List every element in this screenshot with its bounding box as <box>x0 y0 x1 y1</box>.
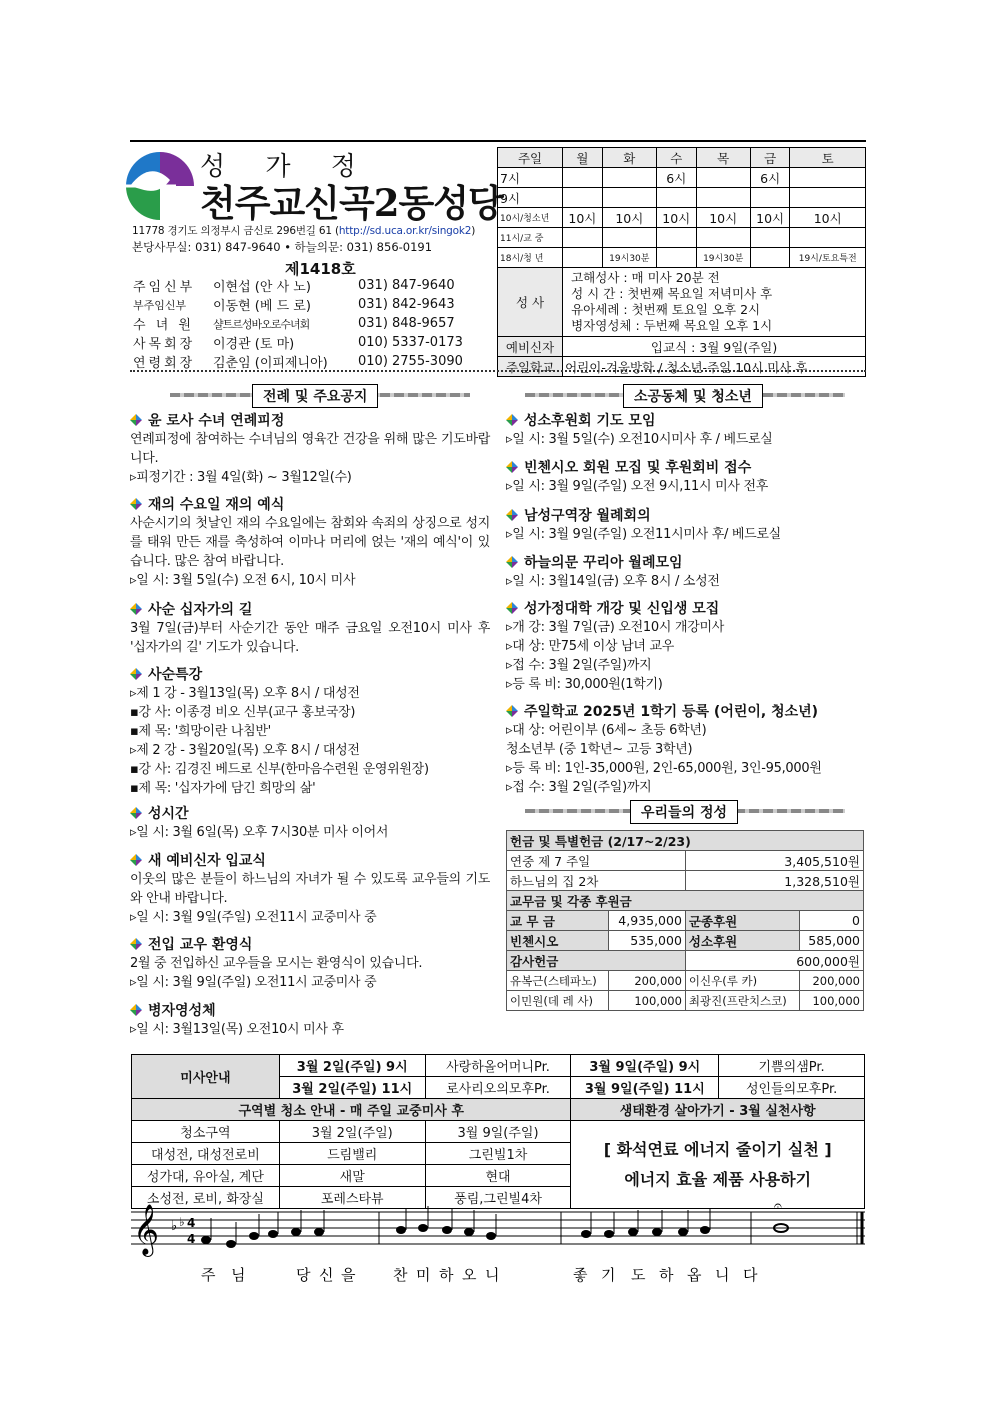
parish-name: 천주교신곡2동성당 <box>200 181 503 225</box>
notice-item <box>506 457 866 496</box>
notice-item <box>506 505 866 544</box>
notice-title: 빈첸시오 회원 모집 및 후원회비 접수 <box>524 460 752 476</box>
staff-table <box>133 276 493 371</box>
sacrament-row: 성 사 고해성사 : 매 미사 20분 전 성 시 간 : 첫번째 목요일 저녁미사 후 유아세례 : 첫번째 토요일 오후 2시 병자영성체 : 두번째 목요일 오후 1시 <box>498 268 866 337</box>
diamond-bullet-icon <box>506 556 518 568</box>
diamond-bullet-icon <box>506 705 518 717</box>
lyric-syllable: 다 <box>743 1266 758 1284</box>
svg-text:𝄞: 𝄞 <box>133 1204 160 1255</box>
staff-row: 사목회장 이경관 (토 마) 010) 5337-0173 <box>133 335 463 352</box>
catechumen-row: 예비신자 입교식 : 3월 9일(주일) <box>498 337 866 357</box>
music-note <box>249 1232 259 1240</box>
diamond-bullet-icon <box>130 498 142 510</box>
music-note <box>652 1228 662 1236</box>
notice-line: 사순시기의 첫날인 재의 수요일에는 참회와 속죄의 상징으로 성지를 태워 만든 재를 축성하여 이마나 머리에 얹는 '재의 예식'이 있습니다. 많은 참여 바랍니다. <box>130 516 490 569</box>
notice-line: ▹일 시: 3월13일(목) 오전10시 미사 후 <box>130 1022 344 1037</box>
notice-item <box>506 701 866 797</box>
parish-url[interactable]: http://sd.uca.or.kr/singok2 <box>338 225 472 237</box>
bottom-info-table: 미사안내 3월 2일(주일) 9시 사랑하올어머니Pr. 3월 9일(주일) 9시 기쁨의샘Pr. 3월 2일(주일) 11시 로사리오의모후Pr. 3월 9일(주일) 11시 성인들의모후Pr. 구역별 청소 안내 - 매 주일 교중미사 후 생태환경 살아가기 - 3월 실천사항 청소구역 3월 2일(주일) 3월 9일(주일) [ 화석연료 에너지 줄이기 실천 ] 에너지 효율 제품 사용하기 대성전, 대성전로비 드림밸리 그린빌1차 성가대, 유아실, 계단 새말 현대 소성전, 로비, 화장실 포레스타뷰 풍림,그린빌4차 <box>131 1054 865 1209</box>
staff-row: 주임신부 이현섭 (안 사 노) 031) 847-9640 <box>133 278 455 295</box>
svg-text:♭: ♭ <box>179 1215 185 1229</box>
lyric-syllable: 니 <box>715 1266 730 1284</box>
lyric-syllable: 미 <box>416 1266 431 1284</box>
staff-row: 부주임신부 이동현 (베 드 로) 031) 842-9643 <box>133 297 455 314</box>
notice-line: ▹제 2 강 - 3월20일(목) 오후 8시 / 대성전 <box>130 743 360 758</box>
offering-row: 하느님의 집 2차 1,328,510원 <box>507 871 864 891</box>
diamond-bullet-icon <box>506 461 518 473</box>
notice-line: ▹일 시: 3월 9일(주일) 오전11시미사 후/ 베드로실 <box>506 527 781 542</box>
notice-title: 윤 로사 수녀 연례피정 <box>148 413 285 429</box>
notice-line: 연례피정에 참여하는 수녀님의 영육간 건강을 위해 많은 기도바랍니다. <box>130 432 490 466</box>
lyric-syllable: 좋 <box>573 1266 588 1284</box>
lyric-syllable: 을 <box>341 1266 356 1284</box>
parish-phones: 본당사무실: 031) 847-9640 • 하늘의문: 031) 856-0191 <box>132 240 433 254</box>
notice-line: 이웃의 많은 분들이 하느님의 자녀가 될 수 있도록 교우들의 기도와 안내 바랍니다. <box>130 872 490 906</box>
dotted-divider <box>130 370 866 372</box>
music-note <box>314 1228 324 1236</box>
svg-text:♭: ♭ <box>171 1219 178 1234</box>
notice-line: ▹제 1 강 - 3월13일(목) 오후 8시 / 대성전 <box>130 686 360 701</box>
notice-line: ▹개 강: 3월 7일(금) 오전10시 개강미사 <box>506 620 724 635</box>
lyric-syllable: 신 <box>319 1266 334 1284</box>
lyric-syllable: 니 <box>485 1266 500 1284</box>
time-signature-top: 4 <box>187 1216 196 1230</box>
music-note <box>581 1230 591 1238</box>
notice-line: ▹일 시: 3월14일(금) 오후 8시 / 소성전 <box>506 574 720 589</box>
notice-line: 2월 중 전입하신 교우들을 모시는 환영식이 있습니다. <box>130 956 423 971</box>
staff-row: 연령회장 김춘임 (이피제니아) 010) 2755-3090 <box>133 354 463 371</box>
notice-line: ▹일 시: 3월 5일(수) 오전 6시, 10시 미사 <box>130 573 356 588</box>
offering-row: 감사헌금 600,000원 <box>507 951 864 971</box>
offering-row: 교 무 금 4,935,000 군종후원 0 <box>507 911 864 931</box>
notice-line: ▹대 상: 만75세 이상 남녀 교우 <box>506 639 674 654</box>
mass-row: 11시/교 중 <box>498 228 866 248</box>
notice-title: 주일학교 2025년 1학기 등록 (어린이, 청소년) <box>524 704 819 720</box>
notice-line: ▹일 시: 3월 9일(주일) 오전 9시,11시 미사 전후 <box>506 479 768 494</box>
music-staff <box>131 1200 865 1288</box>
notice-line: ▹일 시: 3월 6일(목) 오후 7시30분 미사 이어서 <box>130 825 389 840</box>
notice-line: ▹접 수: 3월 2일(주일)까지 <box>506 780 652 795</box>
notice-line: 3월 7일(금)부터 사순기간 동안 매주 금요일 오전10시 미사 후 '십자가의 길' 기도가 있습니다. <box>130 621 490 655</box>
diamond-bullet-icon <box>130 414 142 426</box>
diamond-bullet-icon <box>130 603 142 615</box>
music-note <box>604 1230 614 1238</box>
music-note <box>291 1228 301 1236</box>
top-rule <box>130 140 866 142</box>
offering-row: 연중 제 7 주일 3,405,510원 <box>507 851 864 871</box>
notice-title: 재의 수요일 재의 예식 <box>148 497 285 513</box>
lyric-syllable: 하 <box>659 1266 674 1284</box>
parish-address: 11778 경기도 의정부시 금신로 296번길 61 (http://sd.uca.or.kr/singok2) <box>132 225 476 237</box>
music-note <box>201 1236 211 1244</box>
diamond-bullet-icon <box>506 602 518 614</box>
music-note <box>700 1226 710 1234</box>
staff-row: 수 녀 원 샬트르성바오로수녀회 031) 848-9657 <box>133 316 455 333</box>
offering-table: 헌금 및 특별헌금 (2/17~2/23) 연중 제 7 주일 3,405,510원 하느님의 집 2차 1,328,510원 교무금 및 각종 후원금 교 무 금 4,935,000 군종후원 0 빈첸시오 535,000 성소후원 585,000 감사헌금 600,000원 유복근(스테파노) 200,000 이신우(루 카) 200,000 이민원(데 레 사) 100,000 최광진(프란치스코) 100,000 <box>506 830 864 1011</box>
issue-number: 제1418호 <box>285 260 356 278</box>
notice-title: 새 예비신자 입교식 <box>148 853 266 869</box>
diamond-bullet-icon <box>506 509 518 521</box>
notice-item <box>130 664 490 798</box>
notice-line: ▪제 목: '희망이란 나침반' <box>130 724 271 739</box>
sunday-school-row: 주일학교 어린이-겨울방학 / 청소년-주일 10시 미사 후 <box>498 357 866 377</box>
lyric-syllable: 주 <box>201 1266 216 1284</box>
notice-item <box>130 1000 490 1039</box>
notice-line: ▹대 상: 어린이부 (6세~ 초등 6학년) <box>506 723 707 738</box>
offering-row: 유복근(스테파노) 200,000 이신우(루 카) 200,000 <box>507 971 864 991</box>
right-section-header: 소공동체 및 청소년 <box>505 384 867 404</box>
offering-section-header: 우리들의 정성 <box>505 800 867 820</box>
fermata-icon: 𝄐 <box>774 1200 782 1214</box>
diamond-bullet-icon <box>506 414 518 426</box>
diamond-bullet-icon <box>130 668 142 680</box>
notice-item <box>506 552 866 591</box>
mass-row: 7시 6시 6시 <box>498 168 866 188</box>
notice-item <box>130 934 490 992</box>
lyric-syllable: 도 <box>631 1266 646 1284</box>
diamond-bullet-icon <box>130 807 142 819</box>
lyric-syllable: 님 <box>231 1266 246 1284</box>
diamond-bullet-icon <box>130 854 142 866</box>
lyric-syllable: 찬 <box>393 1266 408 1284</box>
notice-line: ▪강 사: 김경진 베드로 신부(한마음수련원 운영위원장) <box>130 762 429 777</box>
notice-title: 남성구역장 월례회의 <box>524 508 651 524</box>
music-note <box>396 1226 406 1234</box>
lyric-syllable: 하 <box>439 1266 454 1284</box>
notice-line: ▹피정기간 : 3월 4일(화) ~ 3월12일(수) <box>130 470 352 485</box>
lyric-syllable: 옵 <box>687 1266 702 1284</box>
notice-line: ▹일 시: 3월 9일(주일) 오전11시 교중미사 중 <box>130 910 377 925</box>
music-note <box>628 1228 638 1236</box>
music-note <box>268 1230 278 1238</box>
mass-row: 9시 <box>498 188 866 208</box>
music-note <box>678 1228 688 1236</box>
notice-title: 병자영성체 <box>148 1003 216 1019</box>
notice-item <box>130 494 490 590</box>
music-note <box>486 1232 496 1240</box>
music-note <box>442 1226 452 1234</box>
notice-item <box>506 598 866 694</box>
notice-title: 하늘의문 꾸리아 월례모임 <box>524 555 683 571</box>
lyric-syllable: 기 <box>601 1266 616 1284</box>
parish-subname: 성 가 정 <box>200 152 372 182</box>
diamond-bullet-icon <box>130 1004 142 1016</box>
music-note <box>464 1228 474 1236</box>
lyric-syllable: 당 <box>296 1266 311 1284</box>
notice-item <box>506 410 866 449</box>
notice-line: ▪강 사: 이종경 비오 신부(교구 홍보국장) <box>130 705 356 720</box>
time-signature-bottom: 4 <box>187 1232 196 1246</box>
notice-line: ▹등 록 비: 30,000원(1학기) <box>506 677 663 692</box>
mass-schedule-table: 주일 월 화 수 목 금 토 7시 6시 6시 9시 10시/청소년 10시 10시 10시 10시 10시 10시 11시/교 중 18시/청 년 19시30분 19시30분 19시/토요특전 성 사 고해성사 : 매 미사 20분 전 성 시 간 : 첫번째 목요일 저녁미사 후 유아세례 : 첫번째 토요일 오후 2시 병자영성체 : 두번째 목요일 오후 1시 예비신자 입교식 : 3월 9일(주일) 주일학교 어린이-겨울방학 / 청소년-주일 10시 미사 후 <box>497 147 866 377</box>
lyric-syllable: 오 <box>462 1266 477 1284</box>
notice-title: 성소후원회 기도 모임 <box>524 413 656 429</box>
mass-row: 18시/청 년 19시30분 19시30분 19시/토요특전 <box>498 248 866 268</box>
offering-row: 빈첸시오 535,000 성소후원 585,000 <box>507 931 864 951</box>
notice-title: 성시간 <box>148 806 189 822</box>
offering-row: 이민원(데 레 사) 100,000 최광진(프란치스코) 100,000 <box>507 991 864 1011</box>
parish-logo <box>124 150 196 222</box>
notice-item <box>130 599 490 657</box>
notice-title: 전입 교우 환영식 <box>148 937 253 953</box>
notice-line: 청소년부 (중 1학년~ 고등 3학년) <box>506 742 693 757</box>
left-section-header: 전례 및 주요공지 <box>130 384 495 404</box>
music-note <box>418 1224 428 1232</box>
notice-item <box>130 410 490 487</box>
notice-item <box>130 850 490 927</box>
notice-item <box>130 803 490 842</box>
notice-line: ▹접 수: 3월 2일(주일)까지 <box>506 658 652 673</box>
notice-title: 사순 십자가의 길 <box>148 602 253 618</box>
notice-title: 성가정대학 개강 및 신입생 모집 <box>524 601 720 617</box>
mass-row: 10시/청소년 10시 10시 10시 10시 10시 10시 <box>498 208 866 228</box>
notice-line: ▹등 록 비: 1인-35,000원, 2인-65,000원, 3인-95,000원 <box>506 761 822 776</box>
notice-line: ▹일 시: 3월 5일(수) 오전10시미사 후 / 베드로실 <box>506 432 773 447</box>
notice-title: 사순특강 <box>148 667 203 683</box>
notice-line: ▹일 시: 3월 9일(주일) 오전11시 교중미사 중 <box>130 975 377 990</box>
music-note <box>226 1240 236 1248</box>
diamond-bullet-icon <box>130 938 142 950</box>
notice-line: ▪제 목: '십자가에 담긴 희망의 삶' <box>130 781 316 796</box>
